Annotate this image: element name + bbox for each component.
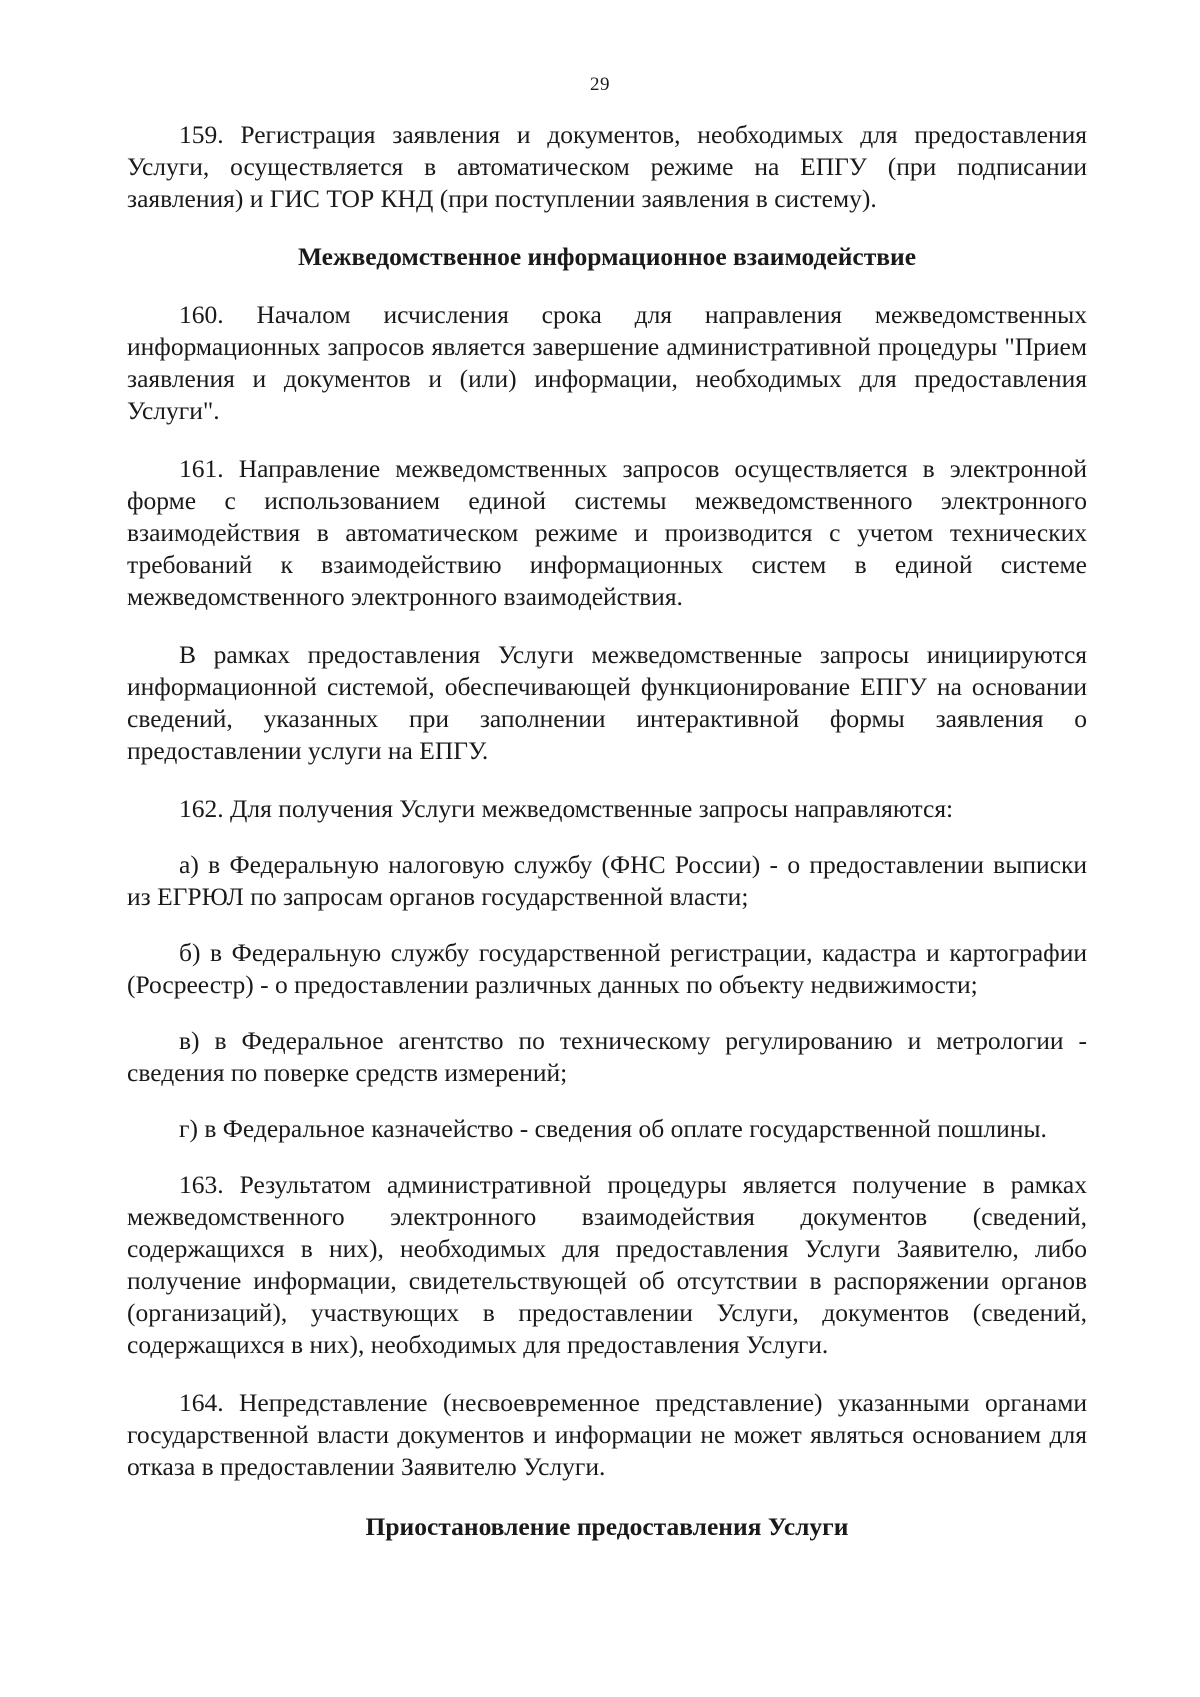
list-item-b: б) в Федеральную службу государственной регистрации, кадастра и картографии (Росреестр) - о предоставлении различных данных по объекту недвижимости;: [127, 938, 1087, 999]
paragraph-161: 161. Направление межведомственных запросов осуществляется в электронной форме с использованием единой системы межведомственного электронного взаимодействия в автоматическом режиме и производится с учетом технических требований к взаимодействию информационных систем в единой системе межведомственного электронного взаимодействия.: [127, 454, 1087, 611]
list-item-a: а) в Федеральную налоговую службу (ФНС России) - о предоставлении выписки из ЕГРЮЛ по запросам органов государственной власти;: [127, 850, 1087, 911]
paragraph-161-continued: В рамках предоставления Услуги межведомственные запросы инициируются информационной системой, обеспечивающей функционирование ЕПГУ на основании сведений, указанных при заполнении интерактивной формы заявления о предоставлении услуги на ЕПГУ.: [127, 640, 1087, 765]
paragraph-162: 162. Для получения Услуги межведомственные запросы направляются:: [179, 794, 954, 823]
section-heading-interagency: Межведомственное информационное взаимодействие: [297, 242, 917, 271]
page-number: 29: [590, 74, 610, 95]
paragraph-159: 159. Регистрация заявления и документов, необходимых для предоставления Услуги, осуществляется в автоматическом режиме на ЕПГУ (при подписании заявления) и ГИС ТОР КНД (при поступлении заявления в систему).: [127, 120, 1087, 213]
paragraph-164: 164. Непредставление (несвоевременное представление) указанными органами государственной власти документов и информации не может являться основанием для отказа в предоставлении Заявителю Услуги.: [127, 1388, 1087, 1481]
list-item-v: в) в Федеральное агентство по техническому регулированию и метрологии - сведения по поверке средств измерений;: [127, 1026, 1087, 1087]
list-item-g: г) в Федеральное казначейство - сведения об оплате государственной пошлины.: [179, 1114, 1047, 1143]
section-heading-suspension: Приостановление предоставления Услуги: [365, 1512, 849, 1541]
paragraph-163: 163. Результатом административной процедуры является получение в рамках межведомственного электронного взаимодействия документов (сведений, содержащихся в них), необходимых для предоставления Услуги Заявителю, либо получение информации, свидетельствующей об отсутствии в распоряжении органов (организаций), участвующих в предоставлении Услуги, документов (сведений, содержащихся в них), необходимых для предоставления Услуги.: [127, 1170, 1087, 1359]
document-body: [127, 119, 1087, 1569]
paragraph-160: 160. Началом исчисления срока для направления межведомственных информационных запросов является завершение административной процедуры "Прием заявления и документов и (или) информации, необходимых для предоставления Услуги".: [127, 300, 1087, 425]
